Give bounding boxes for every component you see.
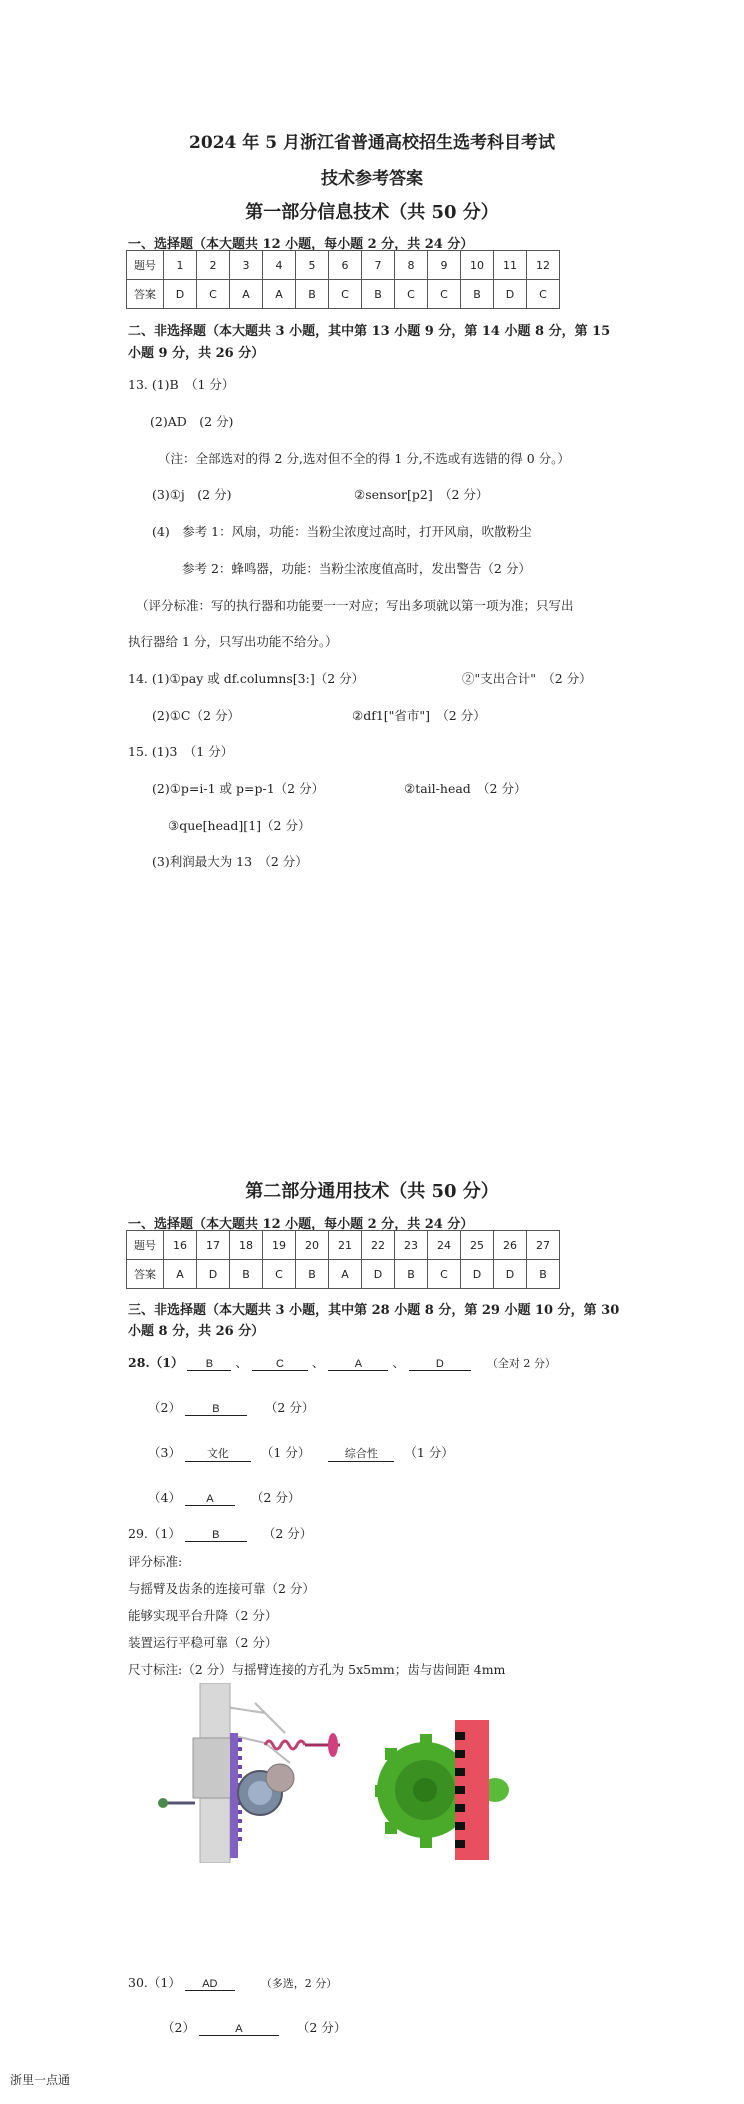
table-cell: 3 [230, 251, 263, 280]
separator: 、 [311, 1355, 325, 1370]
table-cell: 21 [329, 1231, 362, 1260]
q30-2-score: （2 分） [296, 2020, 347, 2035]
q28-1-blank: C [252, 1358, 308, 1371]
table-cell: 17 [197, 1231, 230, 1260]
table-cell: C [428, 280, 461, 309]
part1-nonchoice-heading-cont: 小题 9 分，共 26 分） [128, 346, 265, 361]
table-cell: B [296, 280, 329, 309]
table-row [127, 251, 560, 280]
q29-criterion: 能够实现平台升降（2 分） [128, 1608, 278, 1623]
q28-3-blank-a: 文化 [185, 1445, 251, 1462]
q28-1-blank: A [328, 1358, 388, 1371]
part2-nonchoice-heading: 三、非选择题（本大题共 3 小题，其中第 28 小题 8 分，第 29 小题 10 分，第 30 [128, 1303, 620, 1318]
table-cell: D [197, 1260, 230, 1289]
q28-4-score: （2 分） [250, 1490, 301, 1505]
q30-1-label: 30.（1） [128, 1975, 181, 1990]
table-cell: D [494, 280, 527, 309]
q30-2 [162, 2018, 346, 2036]
table-cell: 题号 [127, 251, 164, 280]
q29-criterion: 与摇臂及齿条的连接可靠（2 分） [128, 1581, 315, 1596]
q29-criterion: 尺寸标注:（2 分）与摇臂连接的方孔为 5x5mm；齿与齿间距 4mm [128, 1662, 506, 1677]
table-cell: 22 [362, 1231, 395, 1260]
q13-2: (2)AD (2 分) [150, 414, 234, 429]
q13-eval-2: 执行器给 1 分，只写出功能不给分。） [128, 634, 338, 649]
q28-3-blank-b: 综合性 [328, 1445, 394, 1462]
q13-4b: 参考 2：蜂鸣器，功能：当粉尘浓度值高时，发出警告（2 分） [182, 561, 531, 576]
part2-choice-heading: 一、选择题（本大题共 12 小题，每小题 2 分，共 24 分） [128, 1217, 474, 1232]
q15-2c: ③que[head][1]（2 分） [168, 818, 311, 833]
table-cell: D [461, 1260, 494, 1289]
mechanism-illustration [155, 1683, 345, 1863]
table-cell: 4 [263, 251, 296, 280]
q29-1-label: 29.（1） [128, 1526, 181, 1541]
q15-2a: (2)①p=i-1 或 p=p-1（2 分） [152, 781, 325, 796]
q29-1-score: （2 分） [262, 1526, 313, 1541]
answer-key-title: 技术参考答案 [321, 169, 423, 189]
q13-3b: ②sensor[p2] （2 分） [354, 487, 489, 502]
q14-2b: ②df1["省市"] （2 分） [352, 708, 486, 723]
q29-1-blank: B [185, 1529, 247, 1542]
q15-3: (3)利润最大为 13 （2 分） [152, 854, 308, 869]
part1-title: 第一部分信息技术（共 50 分） [245, 202, 499, 223]
table-cell: 16 [164, 1231, 197, 1260]
q13-eval-1: （评分标准：写的执行器和功能要一一对应；写出多项就以第一项为准；只写出 [136, 598, 574, 613]
q13-3a: (3)①j (2 分) [152, 487, 232, 502]
q28-1 [128, 1353, 556, 1371]
q30-1-score: （多选，2 分） [260, 1977, 338, 1990]
table-cell: 8 [395, 251, 428, 280]
table-cell: B [395, 1260, 428, 1289]
separator: 、 [235, 1355, 248, 1370]
gear-rack-illustration [375, 1720, 515, 1860]
part1-choice-heading: 一、选择题（本大题共 12 小题，每小题 2 分，共 24 分） [128, 237, 474, 252]
q30-2-label: （2） [162, 2020, 195, 2035]
table-cell: 9 [428, 251, 461, 280]
q30-2-blank: A [199, 2023, 279, 2036]
q28-1-label: 28.（1） [128, 1355, 184, 1370]
table-cell: B [296, 1260, 329, 1289]
q14-1b: ②"支出合计" （2 分） [462, 671, 592, 686]
table-cell: 26 [494, 1231, 527, 1260]
part2-title: 第二部分通用技术（共 50 分） [245, 1181, 499, 1202]
table-cell: B [527, 1260, 560, 1289]
q28-3-score-a: （1 分） [260, 1445, 311, 1460]
q13-4a: (4) 参考 1：风扇，功能：当粉尘浓度过高时，打开风扇，吹散粉尘 [152, 524, 532, 539]
q13-1: 13. (1)B （1 分） [128, 377, 235, 392]
q28-3-label: （3） [148, 1445, 181, 1460]
q14-2a: (2)①C（2 分） [152, 708, 240, 723]
table-cell: 12 [527, 251, 560, 280]
q28-2-label: （2） [148, 1400, 181, 1415]
table-cell: 5 [296, 251, 329, 280]
table-cell: B [461, 280, 494, 309]
q15-1: 15. (1)3 （1 分） [128, 744, 234, 759]
q29-criterion: 装置运行平稳可靠（2 分） [128, 1635, 278, 1650]
q28-4-blank: A [185, 1493, 235, 1506]
part2-nonchoice-heading-cont: 小题 8 分，共 26 分） [128, 1324, 265, 1339]
table-cell: 19 [263, 1231, 296, 1260]
q15-2b: ②tail-head （2 分） [404, 781, 527, 796]
table-cell: C [395, 280, 428, 309]
q28-4 [148, 1488, 300, 1506]
part1-nonchoice-heading: 二、非选择题（本大题共 3 小题，其中第 13 小题 9 分，第 14 小题 8 分，第 15 [128, 324, 611, 339]
table-cell: 24 [428, 1231, 461, 1260]
table-cell: C [329, 280, 362, 309]
exam-title: 2024 年 5 月浙江省普通高校招生选考科目考试 [189, 133, 555, 153]
table-cell: B [362, 280, 395, 309]
table-row [127, 280, 560, 309]
table-cell: 题号 [127, 1231, 164, 1260]
table-cell: B [230, 1260, 263, 1289]
q28-3-score-b: （1 分） [404, 1445, 454, 1460]
q30-1-blank: AD [185, 1978, 235, 1991]
footer-text: 浙里一点通 [10, 2073, 71, 2087]
q28-4-label: （4） [148, 1490, 181, 1505]
table-cell: C [263, 1260, 296, 1289]
table-cell: D [362, 1260, 395, 1289]
table-cell: 答案 [127, 280, 164, 309]
q29-1 [128, 1524, 312, 1542]
table-cell: 18 [230, 1231, 263, 1260]
table-cell: C [428, 1260, 461, 1289]
q14-1a: 14. (1)①pay 或 df.columns[3:]（2 分） [128, 671, 365, 686]
table-cell: 答案 [127, 1260, 164, 1289]
q28-1-blank: B [187, 1358, 231, 1371]
q28-1-blank: D [409, 1358, 471, 1371]
table-cell: 27 [527, 1231, 560, 1260]
q29-criteria-title: 评分标准: [128, 1554, 183, 1569]
table-cell: 10 [461, 251, 494, 280]
table-cell: D [494, 1260, 527, 1289]
q28-3 [148, 1443, 454, 1462]
table-cell: 25 [461, 1231, 494, 1260]
table-cell: 2 [197, 251, 230, 280]
table-row [127, 1231, 560, 1260]
q28-1-score: （全对 2 分） [486, 1357, 556, 1370]
table-cell: A [230, 280, 263, 309]
table-cell: 11 [494, 251, 527, 280]
table-cell: C [197, 280, 230, 309]
separator: 、 [392, 1355, 405, 1370]
part2-answer-table [126, 1230, 560, 1289]
table-cell: A [164, 1260, 197, 1289]
table-row [127, 1260, 560, 1289]
table-cell: D [164, 280, 197, 309]
q28-2-score: （2 分） [264, 1400, 315, 1415]
part1-answer-table [126, 250, 560, 309]
q28-2-blank: B [185, 1403, 247, 1416]
q13-note: （注：全部选对的得 2 分,选对但不全的得 1 分,不选或有选错的得 0 分。） [158, 451, 570, 466]
table-cell: A [263, 280, 296, 309]
table-cell: 23 [395, 1231, 428, 1260]
table-cell: 7 [362, 251, 395, 280]
table-cell: 6 [329, 251, 362, 280]
table-cell: 1 [164, 251, 197, 280]
table-cell: C [527, 280, 560, 309]
table-cell: A [329, 1260, 362, 1289]
q28-2 [148, 1398, 314, 1416]
q30-1 [128, 1973, 337, 1991]
table-cell: 20 [296, 1231, 329, 1260]
